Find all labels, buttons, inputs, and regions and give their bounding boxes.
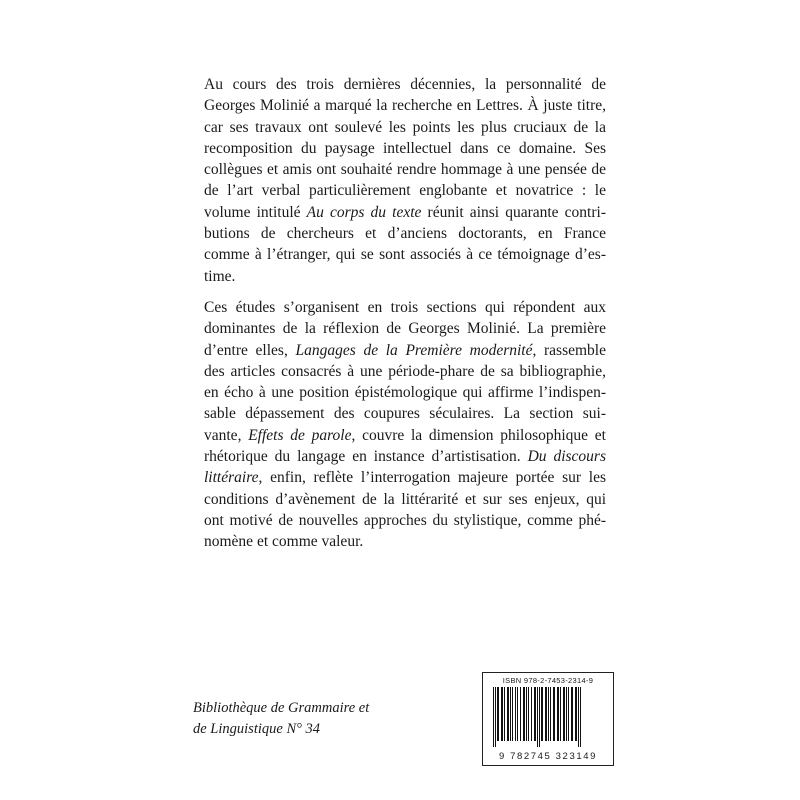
text-line: time. [204,267,236,285]
series-line-2: de Linguistique N° 34 [193,721,321,737]
barcode-bars-icon [491,687,605,747]
text-line: recomposition du paysage intellectuel dans ce domaine. Ses [204,139,606,157]
series-line-1: Bibliothèque de Grammaire et [193,700,370,716]
paragraph-1 [204,74,606,287]
text-line: rhétorique du langage en instance d’artistisation. Du discours [204,448,606,466]
text-line: dominantes de la réflexion de Georges Molinié. La première [204,320,606,338]
text-line: butions de chercheurs et d’anciens doctorants, en France [204,225,606,243]
text-line: volume intitulé Au corps du texte réunit ainsi quarante contri- [204,203,606,221]
italic-title: Effets de parole [248,426,352,444]
barcode-digits: 9 782745 323149 [499,751,597,762]
text-line: des articles consacrés à une période-phare de sa bibliographie, [204,362,606,380]
isbn-barcode [482,672,614,766]
text-line: comme à l’étranger, qui se sont associés à ce témoignage d’es- [204,246,606,264]
text-line: sable dépassement des coupures séculaires. La section sui- [204,405,606,423]
text-line: d’entre elles, Langages de la Première modernité, rassemble [204,341,606,359]
text-line: en écho à une position épistémologique qui affirme l’indispen- [204,384,606,402]
text-line: nomène et comme valeur. [204,533,364,551]
text-line: Georges Molinié a marqué la recherche en Lettres. À juste titre, [204,97,606,115]
text-line: de l’art verbal particulièrement englobante et novatrice : le [204,182,606,200]
italic-title: littéraire [204,469,259,487]
italic-title: Au corps du texte [306,203,422,221]
text-line: ont motivé de nouvelles approches du stylistique, comme phé- [204,511,606,529]
text-line: collègues et amis ont souhaité rendre hommage à une pensée de [204,161,606,179]
isbn-label: ISBN 978-2-7453-2314-9 [502,676,594,685]
italic-title: Langages de la Première modernité [295,341,533,359]
series-title [193,698,369,740]
text-line: conditions d’avènement de la littérarité et sur ses enjeux, qui [204,490,606,508]
text-line: car ses travaux ont soulevé les points les plus cruciaux de la [204,118,606,136]
text-line: littéraire, enfin, reflète l’interrogation majeure portée sur les [204,469,606,487]
text-line: vante, Effets de parole, couvre la dimension philosophique et [204,426,606,444]
blurb-text [204,74,606,553]
text-line: Au cours des trois dernières décennies, la personnalité de [204,76,606,93]
paragraph-2 [204,297,606,553]
italic-title: Du discours [527,448,606,466]
text-line: Ces études s’organisent en trois sections qui répondent aux [204,298,606,316]
